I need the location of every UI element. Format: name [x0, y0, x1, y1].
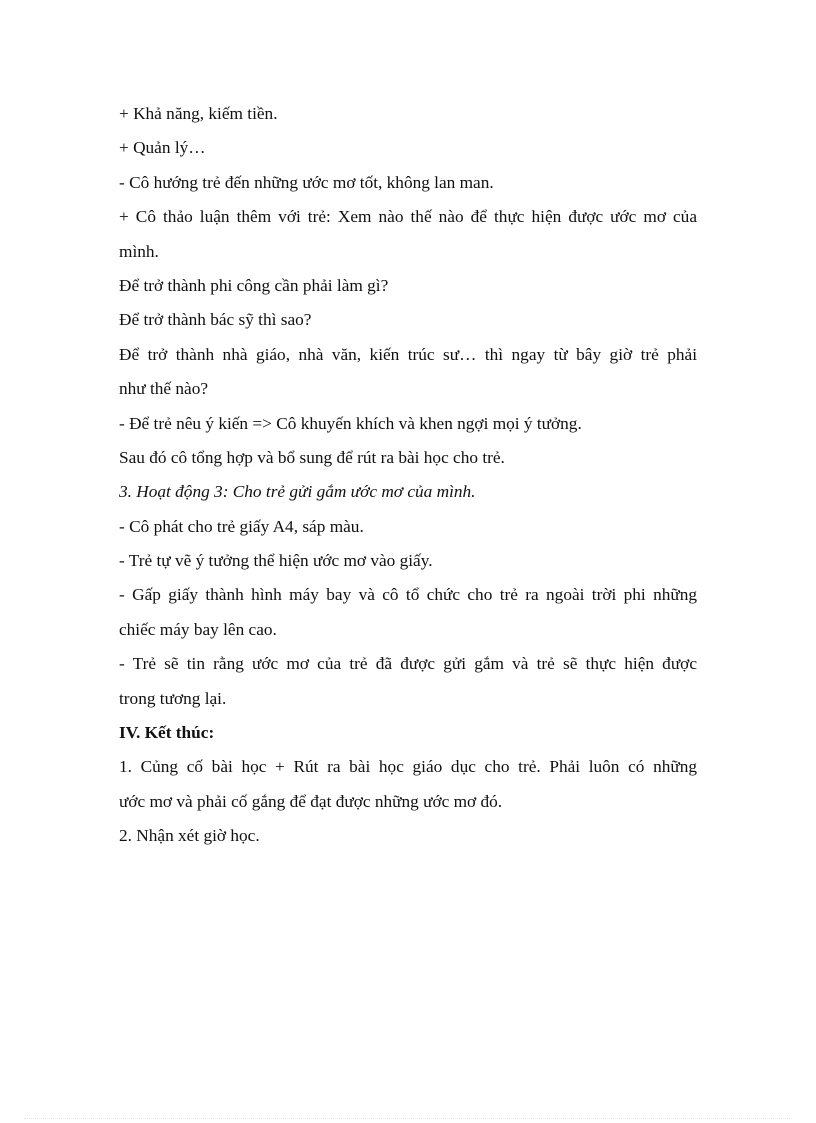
conclusion-item-1-line-1: 1. Củng cố bài học + Rút ra bài học giáo dục cho trẻ. Phải luôn có những — [119, 757, 697, 777]
teacher-guides-dreams: - Cô hướng trẻ đến những ước mơ tốt, không lan man. — [119, 172, 494, 192]
teacher-discussion-line-2: mình. — [119, 241, 159, 261]
dreams-sent-line-2: trong tương lại. — [119, 688, 227, 708]
fold-paper-planes-line-2: chiếc máy bay lên cao. — [119, 619, 277, 639]
bullet-earning-ability: + Khả năng, kiếm tiền. — [119, 104, 278, 123]
conclusion-item-2: 2. Nhận xét giờ học. — [119, 826, 260, 846]
section-conclusion-heading: IV. Kết thúc: — [119, 723, 215, 743]
question-doctor: Để trở thành bác sỹ thì sao? — [119, 310, 312, 330]
distribute-paper: - Cô phát cho trẻ giấy A4, sáp màu. — [119, 516, 364, 536]
document-body — [119, 97, 697, 854]
question-professions-line-1: Để trở thành nhà giáo, nhà văn, kiến trúc sư… thì ngay từ bây giờ trẻ phải — [119, 344, 697, 364]
page-bottom-divider — [24, 1118, 792, 1119]
conclusion-item-1-line-2: ước mơ và phải cố gắng để đạt được những ước mơ đó. — [119, 791, 503, 811]
teacher-discussion-line-1: + Cô thảo luận thêm với trẻ: Xem nào thế nào để thực hiện được ước mơ của — [119, 207, 697, 227]
dreams-sent-line-1: - Trẻ sẽ tin rằng ước mơ của trẻ đã được gửi gắm và trẻ sẽ thực hiện được — [119, 654, 697, 674]
teacher-summarizes: Sau đó cô tổng hợp và bổ sung để rút ra bài học cho trẻ. — [119, 447, 505, 467]
bullet-management: + Quản lý… — [119, 138, 206, 158]
children-express-ideas: - Để trẻ nêu ý kiến => Cô khuyến khích và khen ngợi mọi ý tưởng. — [119, 413, 582, 433]
activity-3-heading: 3. Hoạt động 3: Cho trẻ gửi gắm ước mơ của mình. — [119, 482, 476, 502]
children-draw: - Trẻ tự vẽ ý tưởng thể hiện ước mơ vào giấy. — [119, 551, 433, 571]
question-professions-line-2: như thế nào? — [119, 379, 209, 399]
question-pilot: Để trở thành phi công cần phải làm gì? — [119, 275, 389, 295]
fold-paper-planes-line-1: - Gấp giấy thành hình máy bay và cô tổ chức cho trẻ ra ngoài trời phi những — [119, 585, 697, 605]
